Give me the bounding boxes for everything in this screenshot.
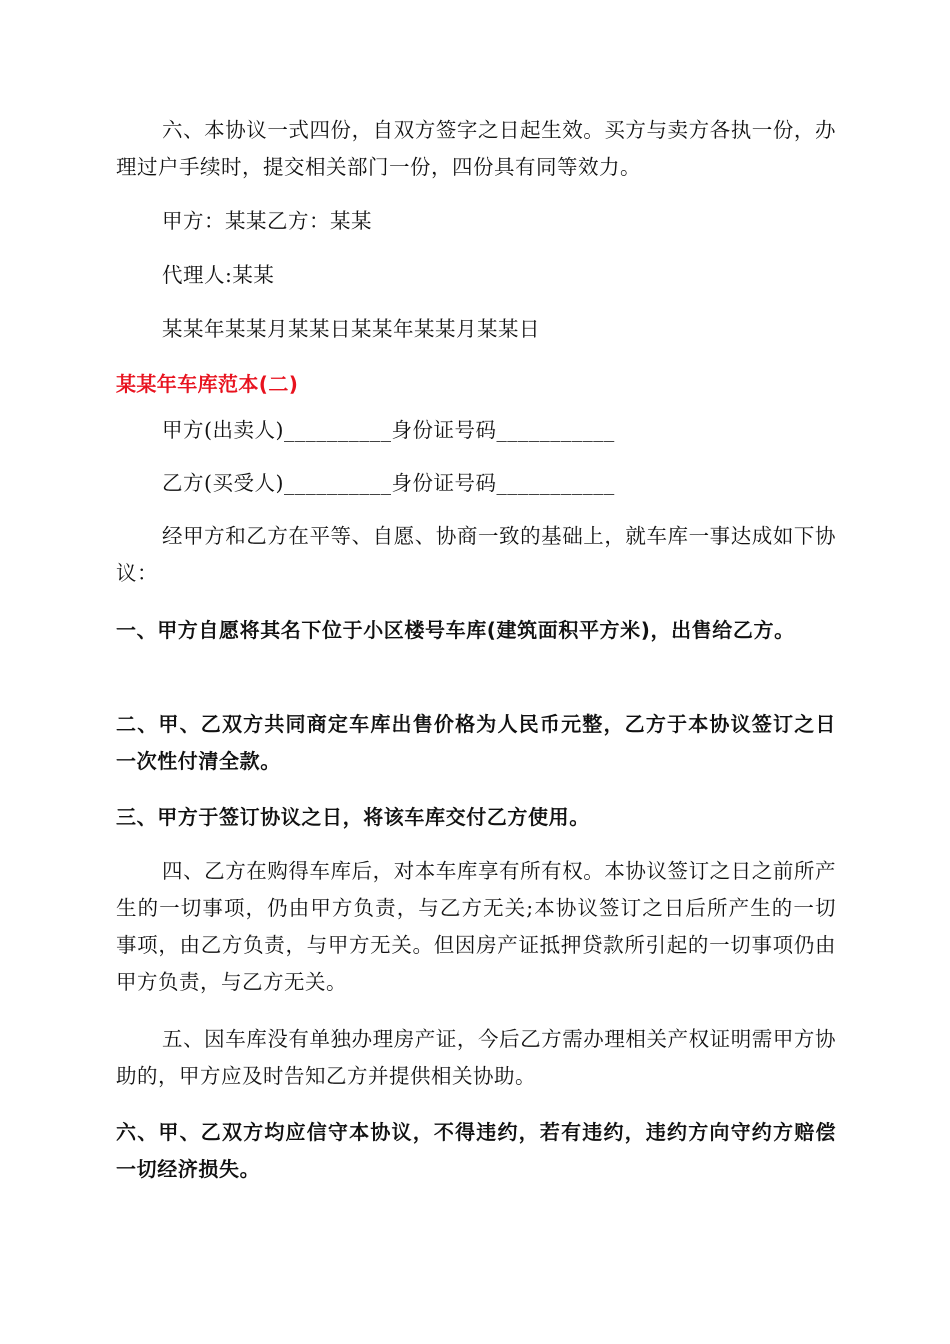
clause-2: 二、甲、乙双方共同商定车库出售价格为人民币元整，乙方于本协议签订之日一次性付清全款。 (116, 712, 836, 773)
section-heading: 某某年车库范本(二) (116, 372, 299, 396)
party-b-line: 乙方(买受人)__________身份证号码___________ (162, 471, 615, 495)
paragraph-clause-6-effective: 六、本协议一式四份，自双方签字之日起生效。买方与卖方各执一份，办理过户手续时，提交相关部门一份，四份具有同等效力。 (116, 118, 836, 179)
clause-4: 四、乙方在购得车库后，对本车库享有所有权。本协议签订之日之前所产生的一切事项，仍由甲方负责，与乙方无关;本协议签订之日后所产生的一切事项，由乙方负责，与甲方无关。但因房产证抵押贷款所引起的一切事项仍由甲方负责，与乙方无关。 (116, 859, 836, 994)
clause-6: 六、甲、乙双方均应信守本协议，不得违约，若有违约，违约方向守约方赔偿一切经济损失。 (116, 1120, 836, 1181)
party-a-line: 甲方(出卖人)__________身份证号码___________ (162, 418, 615, 442)
date-line: 某某年某某月某某日某某年某某月某某日 (162, 317, 540, 341)
clause-5: 五、因车库没有单独办理房产证，今后乙方需办理相关产权证明需甲方协助的，甲方应及时告知乙方并提供相关协助。 (116, 1027, 836, 1088)
agent-line: 代理人:某某 (162, 263, 275, 287)
clause-3: 三、甲方于签订协议之日，将该车库交付乙方使用。 (116, 805, 590, 829)
signature-parties-line: 甲方：某某乙方：某某 (162, 209, 372, 233)
intro-paragraph: 经甲方和乙方在平等、自愿、协商一致的基础上，就车库一事达成如下协议： (116, 524, 836, 585)
clause-1: 一、甲方自愿将其名下位于小区楼号车库(建筑面积平方米)，出售给乙方。 (116, 618, 795, 642)
